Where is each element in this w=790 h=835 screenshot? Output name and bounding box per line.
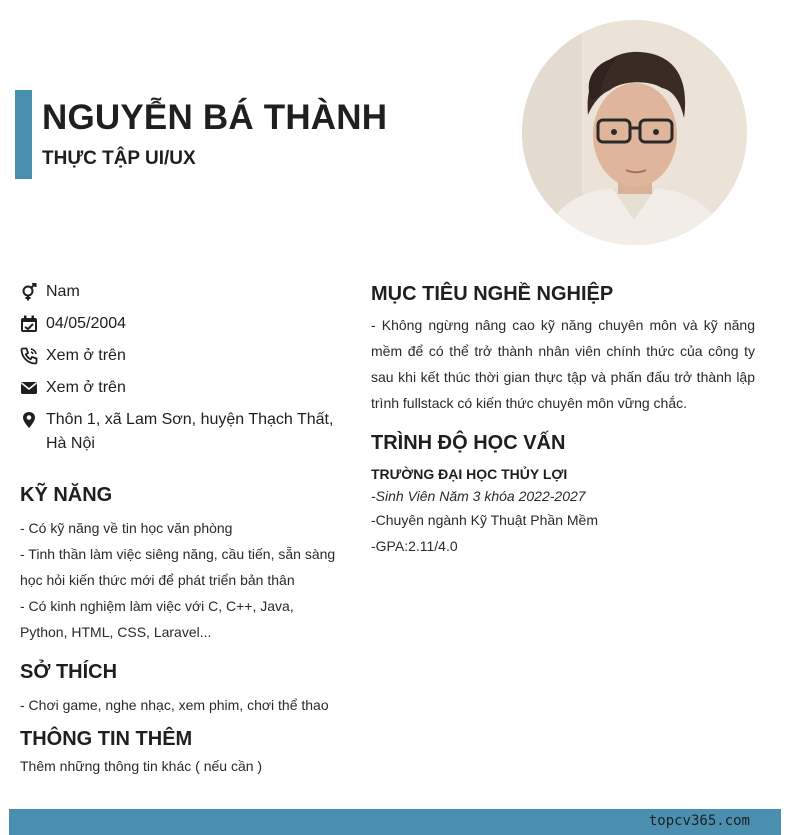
contact-birthday [20, 312, 340, 336]
job-title: THỰC TẬP UI/UX [42, 148, 196, 169]
footer-watermark: topcv365.com [648, 813, 750, 829]
contact-birthday-text: 04/05/2004 [46, 315, 127, 332]
avatar [522, 20, 747, 245]
skill-item: - Có kinh nghiệm làm việc với C, C++, Java, Python, HTML, CSS, Laravel... [20, 598, 294, 640]
left-column [20, 280, 340, 779]
contact-phone-text: Xem ở trên [46, 347, 126, 364]
candidate-name: NGUYỄN BÁ THÀNH [42, 98, 388, 137]
objective-title: MỤC TIÊU NGHỀ NGHIỆP [371, 283, 614, 305]
skills-list [20, 515, 340, 645]
education-school: TRƯỜNG ĐẠI HỌC THỦY LỢI [371, 466, 568, 482]
hobbies-title: SỞ THÍCH [20, 661, 118, 683]
contact-gender-text: Nam [46, 283, 80, 300]
skills-title: KỸ NĂNG [20, 484, 113, 506]
extra-info-title: THÔNG TIN THÊM [20, 728, 193, 750]
contact-address [20, 408, 340, 456]
objective-text: - Không ngừng nâng cao kỹ năng chuyên môn và kỹ năng mềm để có thể trở thành nhân viên chính thức của công ty sau khi kết thúc thời gian thực tập và phấn đấu trở thành lập trình fullstack có kiến thức chuyên môn vững chắc. [371, 317, 755, 411]
extra-info-section [20, 728, 340, 779]
education-major: -Chuyên ngành Kỹ Thuật Phần Mềm [371, 512, 598, 528]
right-column [371, 283, 755, 559]
contact-gender [20, 280, 340, 304]
education-title: TRÌNH ĐỘ HỌC VẤN [371, 432, 566, 454]
contact-address-text: Thôn 1, xã Lam Sơn, huyện Thạch Thất, Hà Nội [46, 411, 334, 452]
contact-email [20, 376, 340, 400]
header-accent-bar [15, 90, 32, 179]
footer-bar [9, 809, 781, 835]
contact-email-text: Xem ở trên [46, 379, 126, 396]
skill-item: - Có kỹ năng về tin học văn phòng [20, 520, 233, 536]
hobbies-section [20, 661, 340, 718]
email-icon [20, 379, 38, 397]
skill-item: - Tinh thần làm việc siêng năng, cầu tiến, sẵn sàng học hỏi kiến thức mới để phát triển bản thân [20, 546, 336, 588]
calendar-icon [20, 315, 38, 333]
hobbies-text: - Chơi game, nghe nhạc, xem phim, chơi thể thao [20, 697, 329, 713]
contact-phone [20, 344, 340, 368]
extra-info-text: Thêm những thông tin khác ( nếu cần ) [20, 758, 263, 774]
phone-icon [20, 347, 38, 365]
gender-icon [20, 283, 38, 301]
education-gpa: -GPA:2.11/4.0 [371, 538, 458, 554]
location-icon [20, 411, 38, 429]
avatar-photo [522, 20, 747, 245]
education-period: -Sinh Viên Năm 3 khóa 2022-2027 [371, 488, 586, 504]
skills-section [20, 484, 340, 645]
